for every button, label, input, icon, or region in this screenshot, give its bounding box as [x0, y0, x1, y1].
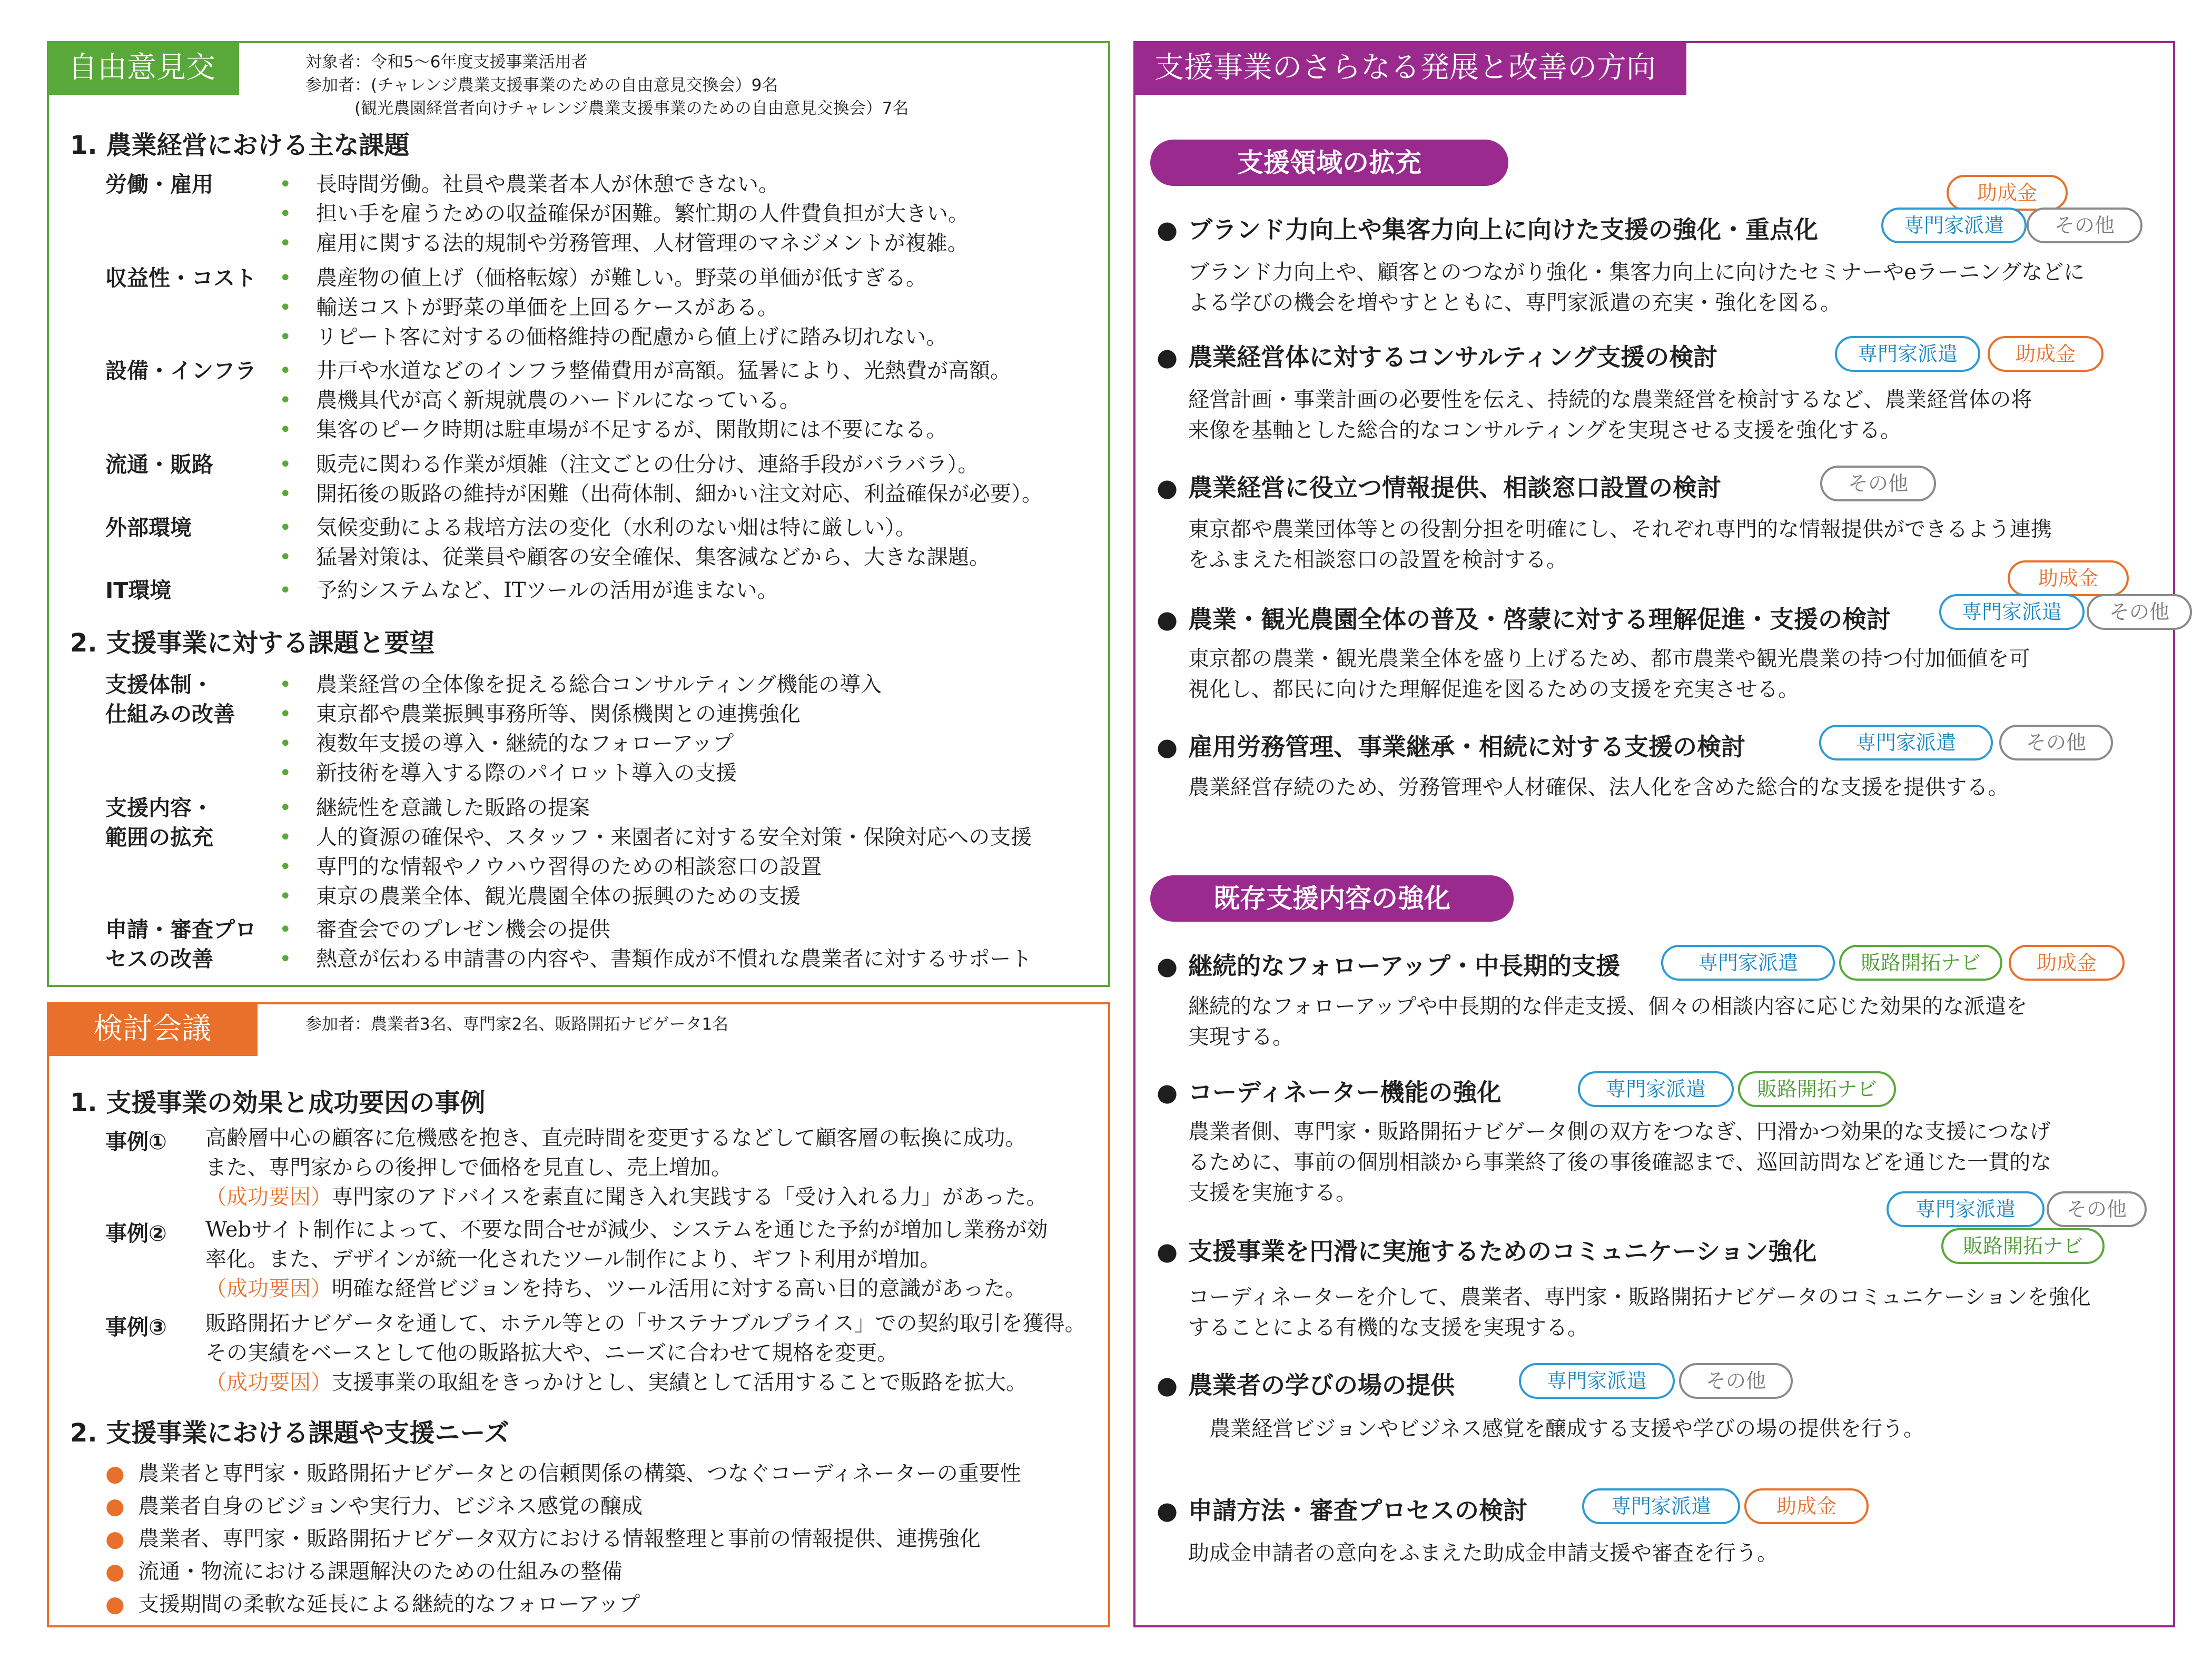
- strategy-title: ● 農業者の学びの場の提供: [1157, 1371, 1455, 1399]
- list-item: • 複数年支援の導入・継続的なフォローアップ: [279, 732, 734, 756]
- case-label: 事例①: [105, 1129, 167, 1154]
- category-items: [279, 576, 778, 605]
- other-badge: その他: [1820, 466, 1936, 501]
- strategy-description: 助成金申請者の意向をふまえた助成金申請支援や審査を行う。: [1188, 1541, 1778, 1565]
- strategy-description: 東京都や農業団体等との役割分担を明確にし、それぞれ専門的な情報提供ができるよう連携 をふまえた相談窓口の設置を検討する。: [1188, 517, 2052, 572]
- category-items: [279, 356, 1011, 445]
- list-item: ● 農業者自身のビジョンや実行力、ビジネス感覚の醸成: [105, 1493, 643, 1519]
- target-line: 対象者：令和5～6年度支援事業活用者: [305, 53, 588, 72]
- free-discussion-panel: [47, 41, 1110, 987]
- strategy-title: ● 農業経営体に対するコンサルティング支援の検討: [1157, 343, 1718, 371]
- expert-dispatch-badge: 専門家派遣: [1519, 1363, 1675, 1399]
- category-label: 労働・雇用: [105, 172, 213, 197]
- participants-info: [305, 51, 908, 120]
- strategy-description: 農業者側、専門家・販路開拓ナビゲータ側の双方をつなぎ、円滑かつ効果的な支援につなげ るために、事前の個別相談から事業終了後の事後確認まで、巡回訪問などを通じた一貫的な 支援を実施する。: [1188, 1120, 2052, 1205]
- sales-navi-badge: 販路開拓ナビ: [1839, 945, 2002, 981]
- category-label: 収益性・コスト: [105, 265, 256, 291]
- list-item: • 人的資源の確保や、スタッフ・来園者に対する安全対策・保険対応への支援: [279, 825, 1032, 850]
- strategy-title: ● 農業経営に役立つ情報提供、相談窓口設置の検討: [1157, 473, 1721, 502]
- strategy-title: ● コーディネーター機能の強化: [1157, 1078, 1502, 1107]
- category-items: [279, 513, 990, 572]
- list-item: ● 農業者と専門家・販路開拓ナビゲータとの信頼関係の構築、つなぐコーディネーターの重要性: [105, 1460, 1021, 1486]
- section-heading: 1. 農業経営における主な課題: [70, 131, 410, 160]
- category-label: 支援内容・ 範囲の拡充: [105, 795, 213, 850]
- category-items: [279, 793, 1032, 911]
- strategy-description: 農業経営ビジョンやビジネス感覚を醸成する支援や学びの場の提供を行う。: [1209, 1417, 1924, 1441]
- section-heading: 2. 支援事業に対する課題と要望: [70, 628, 435, 658]
- list-item: • 集客のピーク時期は駐車場が不足するが、閑散期には不要になる。: [279, 418, 947, 442]
- other-badge: その他: [2087, 594, 2192, 630]
- list-item: • 審査会でのプレゼン機会の提供: [279, 917, 610, 942]
- strategy-description: 農業経営存続のため、労務管理や人材確保、法人化を含めた総合的な支援を提供する。: [1188, 775, 2009, 799]
- category-items: [279, 263, 947, 352]
- review-meeting-title: 検討会議: [47, 1002, 258, 1056]
- strategy-description: コーディネーターを介して、農業者、専門家・販路開拓ナビゲータのコミュニケーションを強化 することによる有機的な支援を実現する。: [1188, 1285, 2091, 1340]
- list-item: • 販売に関わる作業が煩雑（注文ごとの仕分け、連絡手段がバラバラ）。: [279, 452, 979, 477]
- list-item: ● 農業者、専門家・販路開拓ナビゲータ双方における情報整理と事前の情報提供、連携強化: [105, 1526, 981, 1552]
- subsidy-badge: 助成金: [2008, 560, 2129, 596]
- review-meeting-panel: [47, 1002, 1110, 1627]
- case-label: 事例③: [105, 1315, 167, 1340]
- expert-dispatch-badge: 専門家派遣: [1582, 1488, 1740, 1524]
- needs-list: [105, 1457, 1021, 1621]
- category-label: 支援体制・ 仕組みの改善: [105, 672, 235, 727]
- strategy-title: ● 雇用労務管理、事業継承・相続に対する支援の検討: [1157, 733, 1745, 761]
- participants-info: 参加者：農業者3名、専門家2名、販路開拓ナビゲータ1名: [305, 1015, 729, 1034]
- list-item: • 東京都や農業振興事務所等、関係機関との連携強化: [279, 702, 801, 726]
- success-factor-label: （成功要因）: [205, 1277, 332, 1301]
- category-label: 設備・インフラ: [105, 358, 256, 383]
- case-body: 販路開拓ナビゲータを通して、ホテル等との「サステナブルプライス」での契約取引を獲得。 その実績をベースとして他の販路拡大や、ニーズに合わせて規格を変更。 （成功要因）支援事業の取組をきっかけとし、実績として活用することで販路を拡大。: [205, 1311, 1086, 1395]
- expert-dispatch-badge: 専門家派遣: [1881, 208, 2027, 243]
- expert-dispatch-badge: 専門家派遣: [1939, 594, 2085, 630]
- list-item: • 長時間労働。社員や農業者本人が休憩できない。: [279, 172, 779, 196]
- expert-dispatch-badge: 専門家派遣: [1578, 1071, 1734, 1107]
- other-badge: その他: [2047, 1191, 2147, 1227]
- list-item: • 輸送コストが野菜の単価を上回るケースがある。: [279, 295, 778, 320]
- group-label-expansion: 支援領域の拡充: [1150, 140, 1508, 186]
- strategy-title: ● 継続的なフォローアップ・中長期的支援: [1157, 952, 1621, 980]
- strategy-title: ● 農業・観光農園全体の普及・啓蒙に対する理解促進・支援の検討: [1157, 605, 1891, 634]
- list-item: • 担い手を雇うための収益確保が困難。繁忙期の人件費負担が大きい。: [279, 202, 969, 226]
- category-label: IT環境: [105, 578, 172, 603]
- direction-panel: [1133, 41, 2175, 1627]
- list-item: ● 支援期間の柔軟な延長による継続的なフォローアップ: [105, 1591, 640, 1617]
- participants-line-2: (観光農園経営者向けチャレンジ農業支援事業のための自由意見交換会）7名: [305, 99, 909, 118]
- category-label: 流通・販路: [105, 452, 213, 477]
- list-item: • 雇用に関する法的規制や労務管理、人材管理のマネジメントが複雑。: [279, 231, 969, 255]
- list-item: • 継続性を意識した販路の提案: [279, 796, 590, 820]
- list-item: • 予約システムなど、ITツールの活用が進まない。: [279, 578, 778, 603]
- case-body: 高齢層中心の顧客に危機感を抱き、直売時間を変更するなどして顧客層の転換に成功。 また、専門家からの後押しで価格を見直し、売上増加。 （成功要因）専門家のアドバイスを素直に聞き入れ実践する「受け入れる力」があった。: [205, 1126, 1048, 1209]
- list-item: ● 流通・物流における課題解決のための仕組みの整備: [105, 1558, 623, 1584]
- participants-line-1: 参加者：(チャレンジ農業支援事業のための自由意見交換会）9名: [305, 76, 778, 95]
- category-items: [279, 170, 969, 258]
- category-label: 申請・審査プロ セスの改善: [105, 917, 256, 972]
- strategy-title: ● ブランド力向上や集客力向上に向けた支援の強化・重点化: [1157, 215, 1818, 244]
- strategy-description: 継続的なフォローアップや中長期的な伴走支援、個々の相談内容に応じた効果的な派遣を 実現する。: [1188, 994, 2028, 1049]
- subsidy-badge: 助成金: [2009, 945, 2125, 981]
- other-badge: その他: [2027, 208, 2142, 243]
- list-item: • リピート客に対するの価格維持の配慮から値上げに踏み切れない。: [279, 325, 947, 349]
- list-item: • 農機具代が高く新規就農のハードルになっている。: [279, 388, 801, 412]
- expert-dispatch-badge: 専門家派遣: [1887, 1191, 2045, 1227]
- list-item: • 猛暑対策は、従業員や顧客の安全確保、集客減などから、大きな課題。: [279, 545, 990, 569]
- expert-dispatch-badge: 専門家派遣: [1835, 336, 1980, 372]
- category-items: [279, 450, 1043, 509]
- sales-navi-badge: 販路開拓ナビ: [1941, 1228, 2105, 1264]
- strategy-description: 経営計画・事業計画の必要性を伝え、持続的な農業経営を検討するなど、農業経営体の将 来像を基軸とした総合的なコンサルティングを実現させる支援を強化する。: [1188, 388, 2032, 442]
- list-item: • 井戸や水道などのインフラ整備費用が高額。猛暑により、光熱費が高額。: [279, 359, 1011, 383]
- other-badge: その他: [1679, 1363, 1793, 1399]
- strategy-title: ● 支援事業を円滑に実施するためのコミュニケーション強化: [1157, 1237, 1817, 1266]
- strategy-description: ブランド力向上や、顧客とのつながり強化・集客力向上に向けたセミナーやeラーニングなどに よる学びの機会を増やすとともに、専門家派遣の充実・強化を図る。: [1188, 260, 2085, 315]
- category-items: [279, 670, 882, 788]
- list-item: • 農産物の値上げ（価格転嫁）が難しい。野菜の単価が低すぎる。: [279, 266, 927, 290]
- category-items: [279, 915, 1032, 974]
- category-label: 外部環境: [105, 515, 192, 540]
- direction-title: 支援事業のさらなる発展と改善の方向性: [1133, 41, 1686, 95]
- subsidy-badge: 助成金: [1988, 336, 2104, 372]
- success-factor-label: （成功要因）: [205, 1185, 332, 1209]
- list-item: • 熱意が伝わる申請書の内容や、書類作成が不慣れな農業者に対するサポート: [279, 947, 1032, 971]
- sales-navi-badge: 販路開拓ナビ: [1738, 1071, 1896, 1107]
- list-item: • 気候変動による栽培方法の変化（水利のない畑は特に厳しい）。: [279, 516, 916, 540]
- other-badge: その他: [1999, 725, 2113, 761]
- list-item: • 開拓後の販路の維持が困難（出荷体制、細かい注文対応、利益確保が必要）。: [279, 482, 1043, 506]
- strategy-description: 東京都の農業・観光農業全体を盛り上げるため、都市農業や観光農業の持つ付加価値を可 視化し、都民に向けた理解促進を図るための支援を充実させる。: [1188, 647, 2030, 702]
- list-item: • 農業経営の全体像を捉える総合コンサルティング機能の導入: [279, 673, 882, 697]
- success-factor-label: （成功要因）: [205, 1370, 332, 1395]
- list-item: • 新技術を導入する際のパイロット導入の支援: [279, 761, 737, 785]
- expert-dispatch-badge: 専門家派遣: [1661, 945, 1835, 981]
- subsidy-badge: 助成金: [1947, 175, 2068, 211]
- case-body: Webサイト制作によって、不要な問合せが減少、システムを通じた予約が増加し業務が効 率化。また、デザインが統一化されたツール制作により、ギフト利用が増加。 （成功要因）明確な経営ビジョンを持ち、ツール活用に対する高い目的意識があった。: [205, 1218, 1048, 1301]
- expert-dispatch-badge: 専門家派遣: [1819, 725, 1993, 761]
- group-label-strengthening: 既存支援内容の強化: [1150, 875, 1514, 922]
- free-discussion-title: 自由意見交換会: [47, 41, 239, 95]
- case-label: 事例②: [105, 1221, 167, 1246]
- list-item: • 専門的な情報やノウハウ習得のための相談窓口の設置: [279, 855, 822, 879]
- section-heading: 2. 支援事業における課題や支援ニーズ: [70, 1418, 509, 1448]
- strategy-title: ● 申請方法・審査プロセスの検討: [1157, 1496, 1527, 1525]
- section-heading: 1. 支援事業の効果と成功要因の事例: [70, 1088, 486, 1118]
- list-item: • 東京の農業全体、観光農園全体の振興のための支援: [279, 884, 801, 908]
- subsidy-badge: 助成金: [1744, 1488, 1869, 1524]
